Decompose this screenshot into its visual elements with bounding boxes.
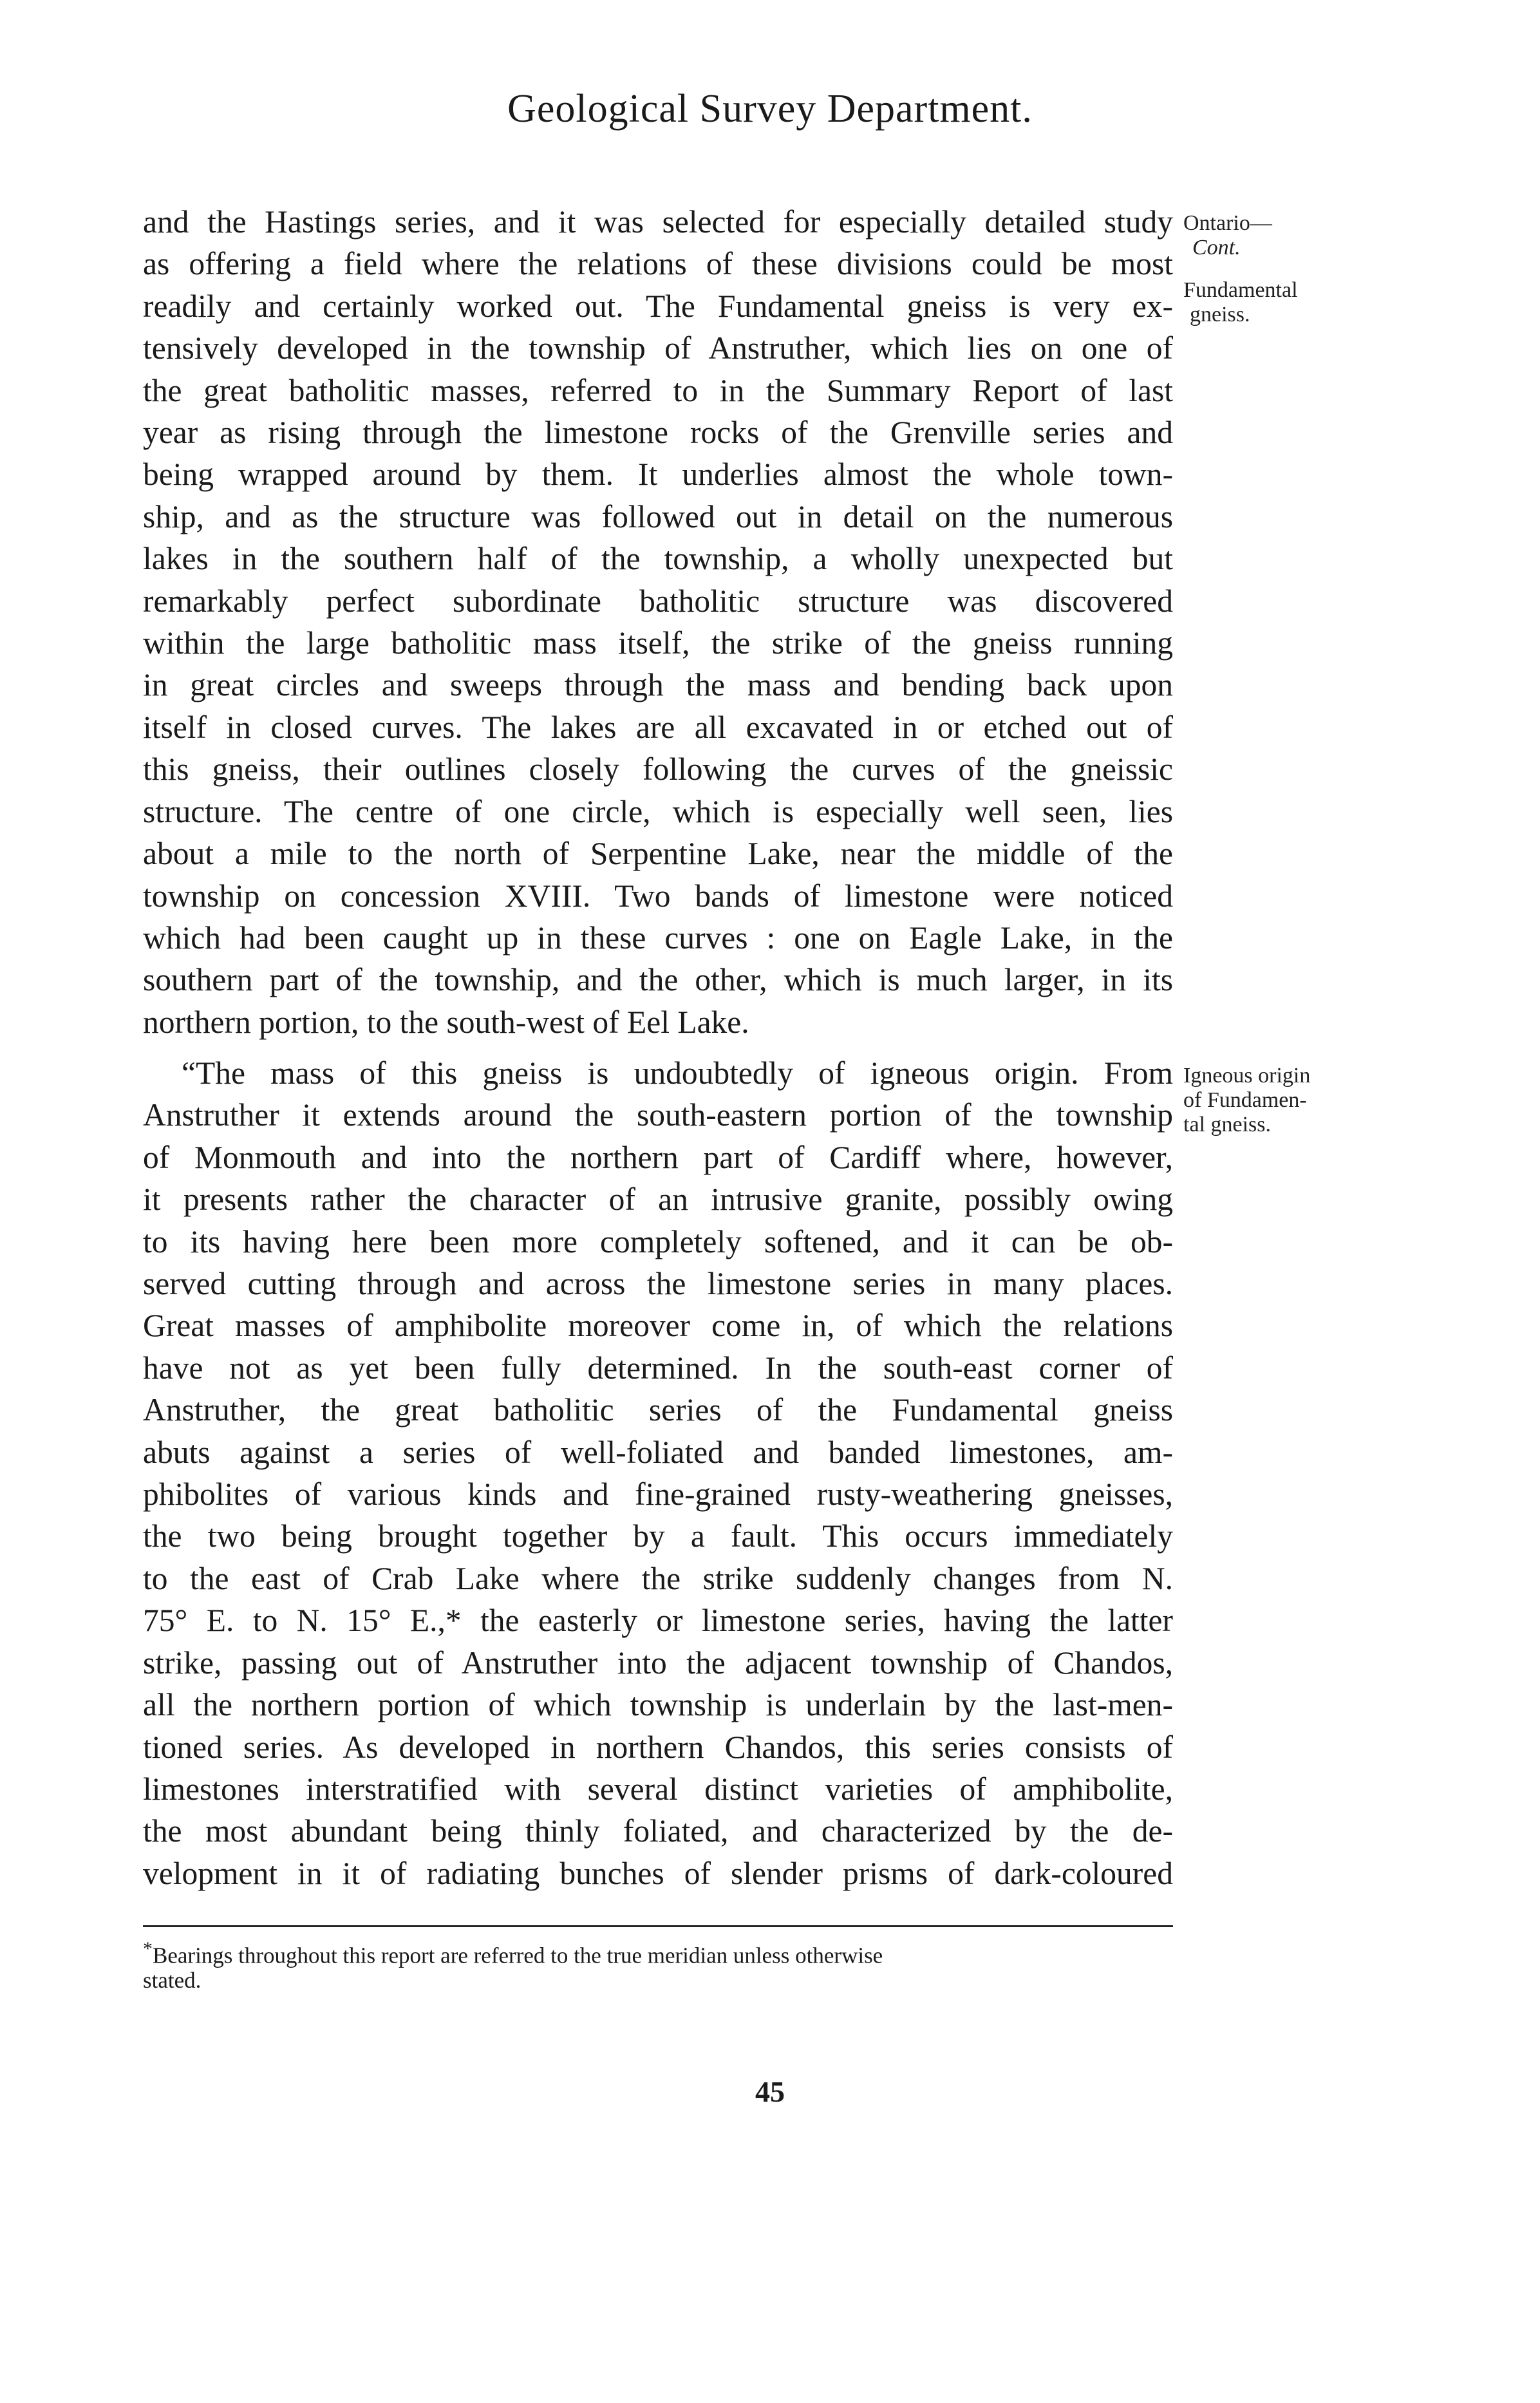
margin-note-line: Igneous origin [1183, 1064, 1311, 1088]
text-line: of Monmouth and into the northern part of Cardiff where, however, [143, 1139, 1173, 1175]
text-line: the two being brought together by a fault. This occurs immediately [143, 1518, 1173, 1554]
paragraph-1 [143, 201, 1173, 1043]
footnote-text: Bearings throughout this report are referred to the true meridian unless otherwise [153, 1943, 883, 1968]
text-line: abuts against a series of well-foliated and banded limestones, am- [143, 1434, 1173, 1470]
text-line: and the Hastings series, and it was selected for especially detailed study [143, 204, 1173, 240]
margin-note-line: Cont. [1192, 236, 1241, 259]
text-line: limestones interstratified with several distinct varieties of amphibolite, [143, 1771, 1173, 1807]
text-line: which had been caught up in these curves : one on Eagle Lake, in the [143, 919, 1173, 956]
footnote-mark: * [143, 1938, 153, 1959]
footnote-line: stated. [143, 1967, 202, 1993]
text-line: Anstruther, the great batholitic series of the Fundamental gneiss [143, 1392, 1173, 1428]
text-line: to the east of Crab Lake where the strike suddenly changes from N. [143, 1560, 1173, 1596]
text-line: the great batholitic masses, referred to in the Summary Report of last [143, 372, 1173, 408]
text-line: within the large batholitic mass itself, the strike of the gneiss running [143, 625, 1173, 661]
text-line: Anstruther it extends around the south-eastern portion of the township [143, 1097, 1173, 1133]
text-line: to its having here been more completely softened, and it can be ob- [143, 1223, 1173, 1259]
text-line: being wrapped around by them. It underlies almost the whole town- [143, 457, 1173, 493]
margin-note-fundamental-gneiss [1183, 278, 1376, 327]
text-line: structure. The centre of one circle, which is especially well seen, lies [143, 793, 1173, 829]
margin-note-line: Fundamental [1183, 278, 1298, 302]
text-line: tensively developed in the township of Anstruther, which lies on one of [143, 330, 1173, 366]
margin-note-ontario [1183, 211, 1376, 260]
margin-note-line: gneiss. [1190, 303, 1250, 326]
text-line: strike, passing out of Anstruther into the adjacent township of Chandos, [143, 1644, 1173, 1681]
text-line: this gneiss, their outlines closely following the curves of the gneissic [143, 751, 1173, 787]
text-line: in great circles and sweeps through the mass and bending back upon [143, 667, 1173, 703]
text-line: ship, and as the structure was followed out in detail on the numerous [143, 498, 1173, 534]
text-line: southern part of the township, and the other, which is much larger, in its [143, 962, 1173, 998]
text-line: lakes in the southern half of the township, a wholly unexpected but [143, 541, 1173, 577]
text-line: township on concession XVIII. Two bands of limestone were noticed [143, 878, 1173, 914]
text-line: served cutting through and across the limestone series in many places. [143, 1266, 1173, 1302]
text-line: have not as yet been fully determined. In the south-east corner of [143, 1350, 1173, 1386]
text-line: it presents rather the character of an intrusive granite, possibly owing [143, 1182, 1173, 1218]
text-line: velopment in it of radiating bunches of slender prisms of dark-coloured [143, 1855, 1173, 1891]
text-line: the most abundant being thinly foliated, and characterized by the de- [143, 1813, 1173, 1849]
text-line: all the northern portion of which township is underlain by the last-men- [143, 1687, 1173, 1723]
text-line: as offering a field where the relations of these divisions could be most [143, 246, 1173, 282]
paragraph-2 [143, 1052, 1173, 1894]
text-line: readily and certainly worked out. The Fundamental gneiss is very ex- [143, 288, 1173, 324]
text-line: tioned series. As developed in northern Chandos, this series consists of [143, 1729, 1173, 1765]
text-line: about a mile to the north of Serpentine Lake, near the middle of the [143, 836, 1173, 872]
text-line: remarkably perfect subordinate batholitic structure was discovered [143, 583, 1173, 619]
text-line: 75° E. to N. 15° E.,* the easterly or limestone series, having the latter [143, 1603, 1173, 1639]
footnote-rule [143, 1925, 1173, 1927]
footnote [143, 1937, 1173, 1993]
margin-note-line: tal gneiss. [1183, 1113, 1271, 1136]
margin-note-line: Ontario— [1183, 211, 1272, 235]
text-line: phibolites of various kinds and fine-grained rusty-weathering gneisses, [143, 1476, 1173, 1512]
text-line: itself in closed curves. The lakes are all excavated in or etched out of [143, 709, 1173, 745]
running-head: Geological Survey Department. [507, 87, 1033, 131]
margin-note-line: of Fundamen- [1183, 1088, 1307, 1112]
margin-note-igneous-origin [1183, 1064, 1376, 1137]
text-line: year as rising through the limestone rocks of the Grenville series and [143, 415, 1173, 451]
text-line: “The mass of this gneiss is undoubtedly of igneous origin. From [182, 1055, 1173, 1091]
text-line: Great masses of amphibolite moreover come in, of which the relations [143, 1308, 1173, 1344]
text-line: northern portion, to the south-west of Eel Lake. [143, 1004, 749, 1040]
page-number: 45 [755, 2075, 785, 2108]
footnote-line [143, 1937, 1173, 1968]
